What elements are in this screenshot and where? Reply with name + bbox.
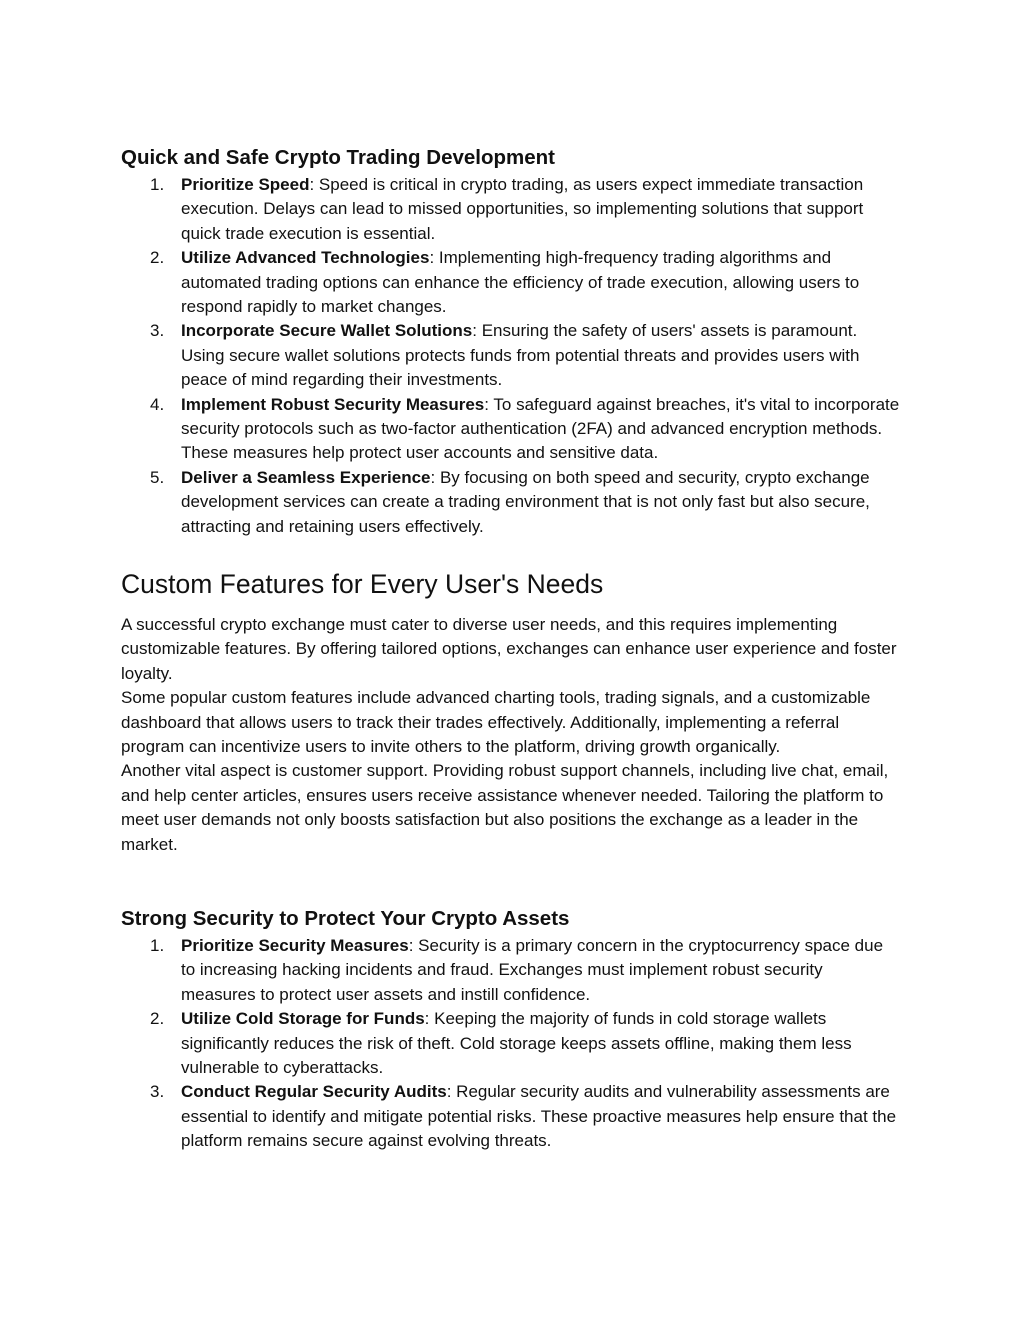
list-item [121,466,901,539]
list-item [121,1080,901,1153]
list-item-text: : Ensuring the safety of users' assets is paramount. Using secure wallet solutions protects funds from potential threats and provides users with peace of mind regarding their investments. [181,321,860,390]
list-item-text: : To safeguard against breaches, it's vital to incorporate security protocols such as two-factor authentication (2FA) and advanced encryption methods. These measures help protect user accounts and sensitive data. [181,394,900,463]
list-item [121,1007,901,1080]
list-item-text: : Implementing high-frequency trading algorithms and automated trading options can enhance the efficiency of trade execution, allowing users to respond rapidly to market changes. [181,248,860,317]
list-number: 1. [150,936,165,955]
list-number: 2. [150,248,165,268]
list-number: 3. [150,321,165,341]
list-item-text: : Regular security audits and vulnerability assessments are essential to identify and mitigate potential risks. These proactive measures help ensure that the platform remains secure against evolving threats. [181,1082,897,1151]
list-item [121,319,901,392]
list-item-text: : Keeping the majority of funds in cold storage wallets significantly reduces the risk of theft. Cold storage keeps assets offline, making them less vulnerable to cyberattacks. [181,1009,852,1078]
list-number: 2. [150,1009,165,1029]
list-item [121,934,901,1007]
list-item-text: : Security is a primary concern in the cryptocurrency space due to increasing hacking incidents and fraud. Exchanges must implement robust security measures to protect user assets and instill confidence. [181,936,884,1004]
custom-features-body [121,613,901,857]
list-item-term: Conduct Regular Security Audits [181,1082,447,1102]
list-item-term: Implement Robust Security Measures [181,394,485,414]
paragraph: Another vital aspect is customer support. Providing robust support channels, including live chat, email, and help center articles, ensures users receive assistance whenever needed. Tailoring the platform to meet user demands not only boosts satisfaction but also positions the exchange as a leader in the market. [121,761,889,854]
list-number: 5. [150,467,165,487]
list-item [121,246,901,319]
list-item-term: Prioritize Security Measures [181,936,409,955]
list-item-term: Utilize Advanced Technologies [181,248,430,268]
paragraph: A successful crypto exchange must cater to diverse user needs, and this requires implementing customizable features. By offering tailored options, exchanges can enhance user experience and foster loyalty. [121,615,897,683]
list-item-term: Incorporate Secure Wallet Solutions [181,321,473,341]
list-item-text: : Speed is critical in crypto trading, as users expect immediate transaction execution. Delays can lead to missed opportunities, so implementing solutions that support quick trade execution is essential. [181,175,864,243]
list-item-text: : By focusing on both speed and security, crypto exchange development services can create a trading environment that is not only fast but also secure, attracting and retaining users effectively. [181,467,870,536]
list-item [121,393,901,466]
list-number: 4. [150,394,165,414]
list-item-term: Utilize Cold Storage for Funds [181,1009,425,1029]
security-list [121,934,901,1154]
list-number: 3. [150,1082,165,1102]
section-heading-custom-features: Custom Features for Every User's Needs [121,569,604,599]
list-number: 1. [150,175,165,194]
section-heading-strong-security: Strong Security to Protect Your Crypto Assets [121,907,570,930]
list-item-term: Deliver a Seamless Experience [181,467,431,487]
list-item [121,173,901,246]
trading-development-list [121,173,901,539]
paragraph: Some popular custom features include advanced charting tools, trading signals, and a customizable dashboard that allows users to track their trades effectively. Additionally, implementing a referral program can incentivize users to invite others to the platform, driving growth organically. [121,688,871,757]
list-item-term: Prioritize Speed [181,175,310,194]
section-heading-quick-safe-trading: Quick and Safe Crypto Trading Development [121,146,556,169]
